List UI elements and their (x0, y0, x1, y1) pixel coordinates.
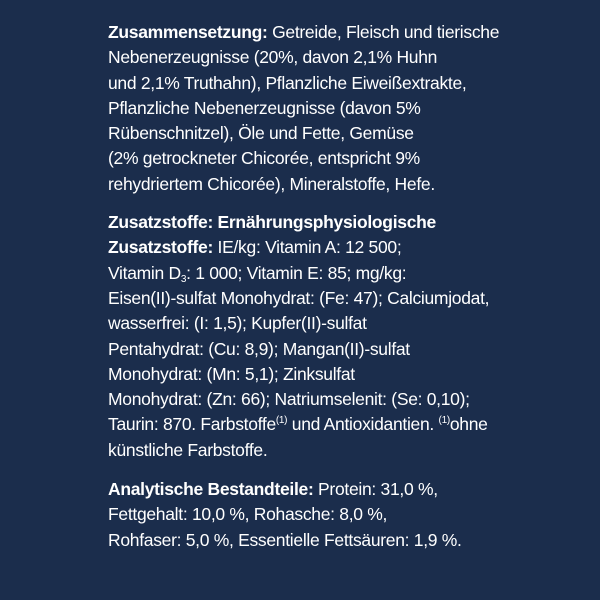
composition-line-3: und 2,1% Truthahn), Pflanzliche Eiweißextrakte, (108, 72, 467, 93)
composition-line-2: Nebenerzeugnisse (20%, davon 2,1% Huhn (108, 47, 438, 68)
antioxidants-text: und Antioxidantien. (287, 414, 439, 435)
additives-line-4: Eisen(II)-sulfat Monohydrat: (Fe: 47); Calciumjodat, (108, 287, 490, 308)
additives-section (108, 210, 560, 463)
additives-line-2 (108, 235, 560, 260)
additives-line-10: künstliche Farbstoffe. (108, 439, 268, 460)
composition-line-5: Rübenschnitzel), Öle und Fette, Gemüse (108, 123, 414, 144)
additives-line-9 (108, 412, 560, 437)
additives-line-3 (108, 261, 560, 286)
additives-line-7: Monohydrat: (Mn: 5,1); Zinksulfat (108, 363, 355, 384)
vitamin-d-subscript: 3 (180, 273, 187, 285)
additives-vitamin-a: IE/kg: Vitamin A: 12 500; (213, 237, 402, 258)
footnote-marker-1: (1) (275, 415, 288, 427)
additives-line-5: wasserfrei: (I: 1,5); Kupfer(II)-sulfat (108, 313, 367, 334)
additives-subheading: Zusatzstoffe: (108, 237, 213, 258)
protein-value: Protein: 31,0 %, (313, 479, 438, 500)
taurin-text: Taurin: 870. Farbstoffe (108, 414, 276, 435)
additives-line-8: Monohydrat: (Zn: 66); Natriumselenit: (Se: 0,10); (108, 389, 470, 410)
composition-line-4: Pflanzliche Nebenerzeugnisse (davon 5% (108, 97, 421, 118)
composition-text: Getreide, Fleisch und tierische (267, 22, 500, 42)
analytical-line-3: Rohfaser: 5,0 %, Essentielle Fettsäuren: 1,9 %. (108, 529, 462, 550)
footnote-text: ohne (449, 414, 488, 435)
composition-section (108, 20, 560, 197)
composition-line-7: rehydriertem Chicorée), Mineralstoffe, Hefe. (108, 173, 435, 194)
analytical-heading: Analytische Bestandteile: (108, 479, 314, 500)
vitamin-d-label: Vitamin D (108, 262, 181, 283)
composition-line-6: (2% getrockneter Chicorée, entspricht 9% (108, 148, 420, 169)
vitamin-d-value: : 1 000; Vitamin E: 85; mg/kg: (186, 262, 407, 283)
additives-line-6: Pentahydrat: (Cu: 8,9); Mangan(II)-sulfat (108, 338, 410, 359)
composition-line-1 (108, 20, 560, 45)
footnote-marker-2: (1) (438, 415, 450, 427)
additives-heading: Zusatzstoffe: Ernährungsphysiologische (108, 212, 436, 233)
composition-heading: Zusammensetzung: (108, 22, 268, 42)
analytical-line-1 (108, 477, 560, 502)
analytical-line-2: Fettgehalt: 10,0 %, Rohasche: 8,0 %, (108, 504, 388, 525)
analytical-section (108, 477, 560, 553)
